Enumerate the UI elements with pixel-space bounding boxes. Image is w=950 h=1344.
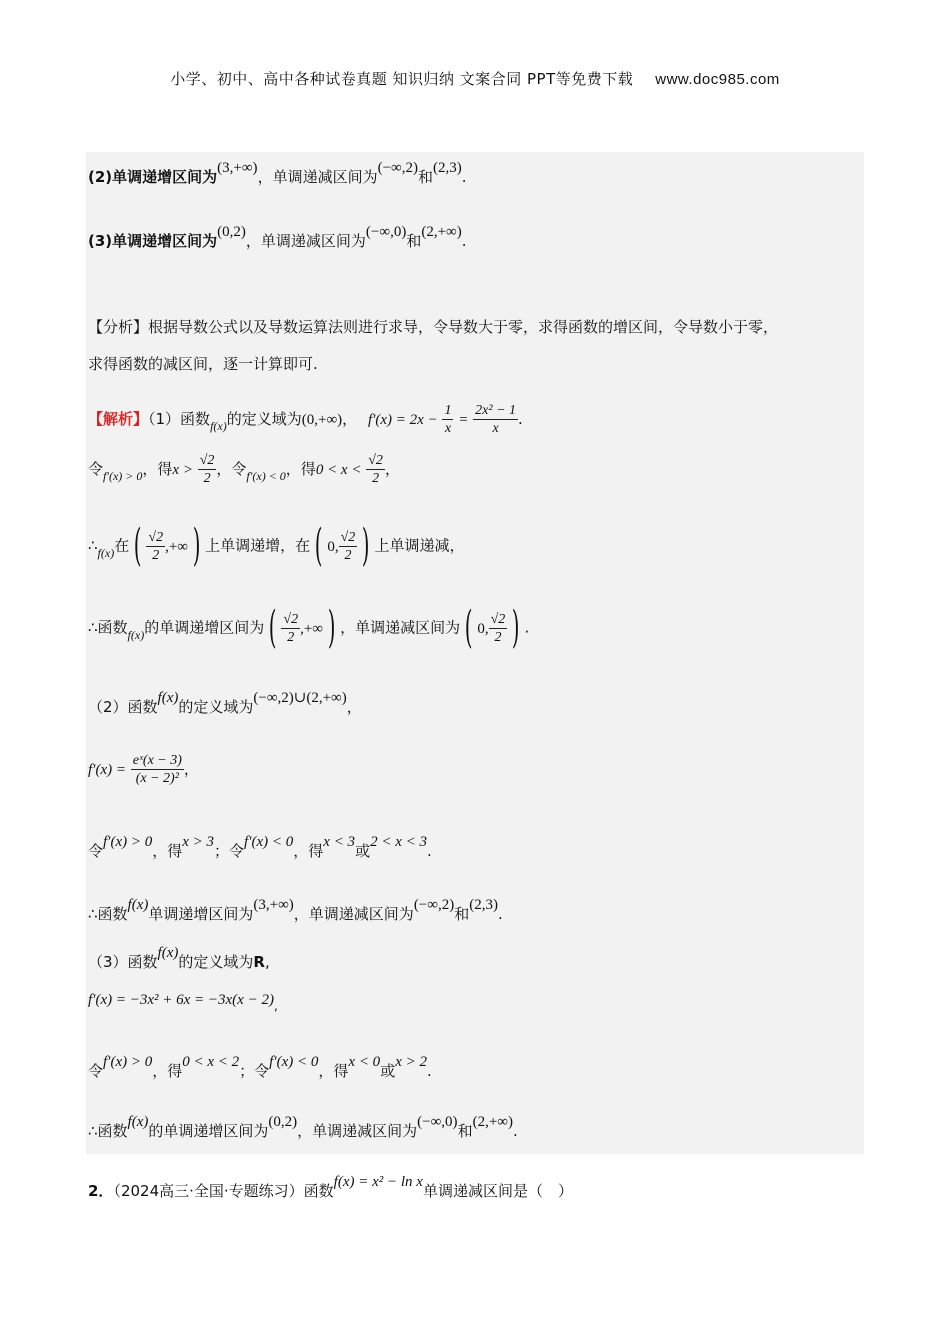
solution-1-line [88, 402, 523, 437]
comma: ， [346, 698, 362, 716]
frac-den: x [444, 421, 452, 436]
dec-int: ，单调递减区间为 [297, 1122, 418, 1140]
question-source: （2024高三·全国·专题练习）函数 [113, 1182, 334, 1200]
period: . [524, 618, 530, 637]
frac-num: √2 [368, 453, 383, 468]
solution-3-line [88, 945, 270, 974]
period: . [426, 1062, 432, 1080]
frac-den: 2 [287, 629, 295, 645]
paren-left: ( [268, 602, 277, 653]
solution-2-derivative [88, 752, 199, 787]
solution-1-result-line [88, 602, 530, 653]
analysis-line-1: 【分析】根据导数公式以及导数运算法则进行求导，令导数大于零，求得函数的增区间，令导数小于零， [88, 318, 779, 336]
he: 和 [457, 1122, 473, 1140]
paren-left: ( [464, 602, 473, 653]
interval-inc-2 [281, 611, 323, 646]
frac-num: 2x² − 1 [475, 403, 517, 418]
solution-3-derivative [88, 988, 278, 1011]
interval: (−∞,2) [413, 897, 455, 913]
derivative-3: f′(x) = −3x² + 6x = −3x(x − 2) [88, 992, 274, 1008]
solution-1-ineq-line [88, 452, 400, 487]
answer-3-mid: ，单调递减区间为 [245, 232, 366, 250]
solution-1-mono-line [88, 520, 465, 571]
question-number: 2． [88, 1182, 114, 1200]
interval: (2,+∞) [472, 1114, 513, 1130]
inc-int: 的单调递增区间为 [144, 618, 265, 637]
paren-left: ( [133, 520, 142, 571]
comma: , [273, 999, 278, 1013]
frac-1-over-x [442, 402, 453, 437]
answer-2-label: (2)单调递增区间为 [88, 168, 218, 186]
solution-3-ineq-line [88, 1054, 432, 1083]
header-text: 小学、初中、高中各种试卷真题 知识归纳 文案合同 PPT等免费下载 [170, 70, 634, 88]
ling: 令 [88, 1062, 104, 1080]
fprime-gt-0: f′(x) > 0 [103, 469, 143, 483]
fx: f(x) [127, 1114, 149, 1130]
frac-sqrt2-2 [198, 452, 217, 487]
dec-text: 上单调递减， [374, 536, 465, 555]
semi: ；令 [214, 842, 245, 860]
frac-num: √2 [490, 611, 506, 627]
comma: ， [384, 460, 400, 478]
x-gt-2: x > 2 [395, 1054, 427, 1070]
x-lt-3: x < 3 [323, 834, 356, 850]
frac-den: 2 [344, 547, 352, 563]
question-function: f(x) = x² − ln x [333, 1174, 423, 1190]
frac-den: 2 [152, 547, 160, 563]
range-0-2: 0 < x < 2 [182, 1054, 240, 1070]
solution-2-line [88, 690, 362, 719]
question-2 [88, 1174, 573, 1203]
huo: 或 [355, 842, 371, 860]
equals: = [458, 412, 469, 428]
zai: 在 [114, 536, 130, 555]
interval: (2,3) [469, 897, 498, 913]
hanshu: ∴函数 [88, 618, 128, 637]
de: ，得 [318, 1062, 349, 1080]
frac-den: 2 [494, 629, 502, 645]
frac-num: √2 [148, 529, 164, 545]
de: ，得 [142, 460, 173, 478]
inc-int: 的单调递增区间为 [148, 1122, 269, 1140]
inf: ,+∞ [165, 538, 188, 555]
domain-R: R [253, 953, 265, 971]
sol-3-text: （3）函数 [88, 953, 158, 971]
fx: f(x) [210, 419, 227, 433]
derivative-1: f′(x) = 2x − [367, 412, 438, 428]
answer-2-line [88, 160, 467, 189]
sol-3-domain-label: 的定义域为 [178, 953, 254, 971]
answer-2-and: 和 [417, 168, 433, 186]
inc-text: 上单调递增，在 [205, 536, 311, 555]
zero: 0, [477, 620, 489, 637]
answer-3-inc: (0,2) [217, 224, 246, 240]
huo: 或 [380, 1062, 396, 1080]
ling-2: ，令 [216, 460, 247, 478]
interval-dec [327, 529, 357, 564]
period: . [497, 905, 503, 923]
x-gt: x > [172, 462, 193, 478]
fprime-lt-0: f′(x) < 0 [246, 469, 286, 483]
x-gt-3: x > 3 [182, 834, 215, 850]
fprime-lt-0: f′(x) < 0 [244, 834, 294, 850]
interval-dec-2 [477, 611, 507, 646]
hanshu: ∴函数 [88, 1122, 128, 1140]
period: . [426, 842, 432, 860]
answer-2-mid: ，单调递减区间为 [257, 168, 378, 186]
period: . [512, 1122, 518, 1140]
answer-2-dec1: (−∞,2) [377, 160, 418, 176]
fx: f(x) [157, 945, 179, 961]
deriv2-lhs: f′(x) = [88, 762, 126, 778]
zero: 0, [327, 538, 339, 555]
frac-num: √2 [283, 611, 299, 627]
answer-3-end: . [461, 232, 467, 250]
de: ，得 [152, 842, 183, 860]
answer-3-dec1: (−∞,0) [365, 224, 407, 240]
semi: ；令 [239, 1062, 270, 1080]
frac-den: 2 [203, 471, 211, 486]
interval: (3,+∞) [253, 897, 294, 913]
paren-right: ) [512, 602, 520, 653]
solution-3-result-line [88, 1114, 518, 1143]
paren-right: ) [192, 520, 201, 571]
therefore: ∴ [88, 536, 98, 555]
analysis-line-2: 求得函数的减区间，逐一计算即可. [88, 355, 318, 373]
fprime-gt-0: f′(x) > 0 [103, 1054, 153, 1070]
range-2-3: 2 < x < 3 [370, 834, 427, 850]
frac-sqrt2-2b [366, 452, 385, 487]
answer-3-label: (3)单调递增区间为 [88, 232, 218, 250]
de: ，得 [152, 1062, 183, 1080]
domain-1: (0,+∞) [301, 412, 343, 428]
frac-num: √2 [340, 529, 356, 545]
page-header [0, 68, 950, 89]
answer-3-line [88, 224, 467, 253]
domain-2: (−∞,2)∪(2,+∞) [253, 690, 347, 706]
answer-2-end: . [461, 168, 467, 186]
paren-left: ( [314, 520, 323, 571]
frac-den: (x − 2)² [135, 771, 179, 786]
solution-tag: 【解析】 [88, 410, 149, 428]
answer-3-and: 和 [406, 232, 422, 250]
ling: 令 [88, 842, 104, 860]
period: . [518, 410, 523, 428]
inf: ,+∞ [300, 620, 323, 637]
interval-inc [146, 529, 188, 564]
dec-int: ，单调递减区间为 [340, 618, 461, 637]
sol-2-text: （2）函数 [88, 698, 158, 716]
inc-int: 单调递增区间为 [148, 905, 254, 923]
de: ，得 [293, 842, 324, 860]
sol-1-domain-label: 的定义域为 [226, 410, 302, 428]
frac-num: 1 [444, 403, 452, 418]
answer-2-dec2: (2,3) [433, 160, 462, 176]
fprime-lt-0: f′(x) < 0 [269, 1054, 319, 1070]
header-site: www.doc985.com [655, 71, 780, 88]
ling: 令 [88, 460, 104, 478]
comma: , [264, 953, 270, 971]
de-2: ，得 [285, 460, 316, 478]
fx: f(x) [127, 627, 145, 642]
interval: (−∞,0) [417, 1114, 458, 1130]
paren-right: ) [327, 602, 336, 653]
fx: f(x) [157, 690, 179, 706]
hanshu: ∴函数 [88, 905, 128, 923]
answer-2-inc: (3,+∞) [217, 160, 258, 176]
answer-3-dec2: (2,+∞) [421, 224, 462, 240]
sol-2-domain-label: 的定义域为 [178, 698, 254, 716]
interval: (0,2) [268, 1114, 298, 1130]
comma: ， [183, 760, 199, 778]
frac-derivative-2 [131, 752, 184, 787]
fx: f(x) [127, 897, 149, 913]
frac-den: x [492, 421, 499, 436]
frac-num: eˣ(x − 3) [132, 753, 182, 768]
solution-2-result-line [88, 897, 503, 926]
frac-derivative [473, 402, 518, 437]
he: 和 [454, 905, 470, 923]
dec-int: ，单调递减区间为 [293, 905, 414, 923]
solution-2-ineq-line [88, 834, 432, 863]
x-lt-0: x < 0 [348, 1054, 381, 1070]
fx: f(x) [97, 545, 115, 560]
fprime-gt-0: f′(x) > 0 [103, 834, 153, 850]
sol-1-text: （1）函数 [148, 410, 211, 428]
frac-den: 2 [372, 471, 380, 486]
sol-1-comma: ， [342, 410, 358, 428]
frac-num: √2 [199, 453, 215, 468]
paren-right: ) [362, 520, 370, 571]
ineq: 0 < x < [315, 462, 362, 478]
question-tail: 单调递减区间是（ ） [422, 1182, 573, 1200]
